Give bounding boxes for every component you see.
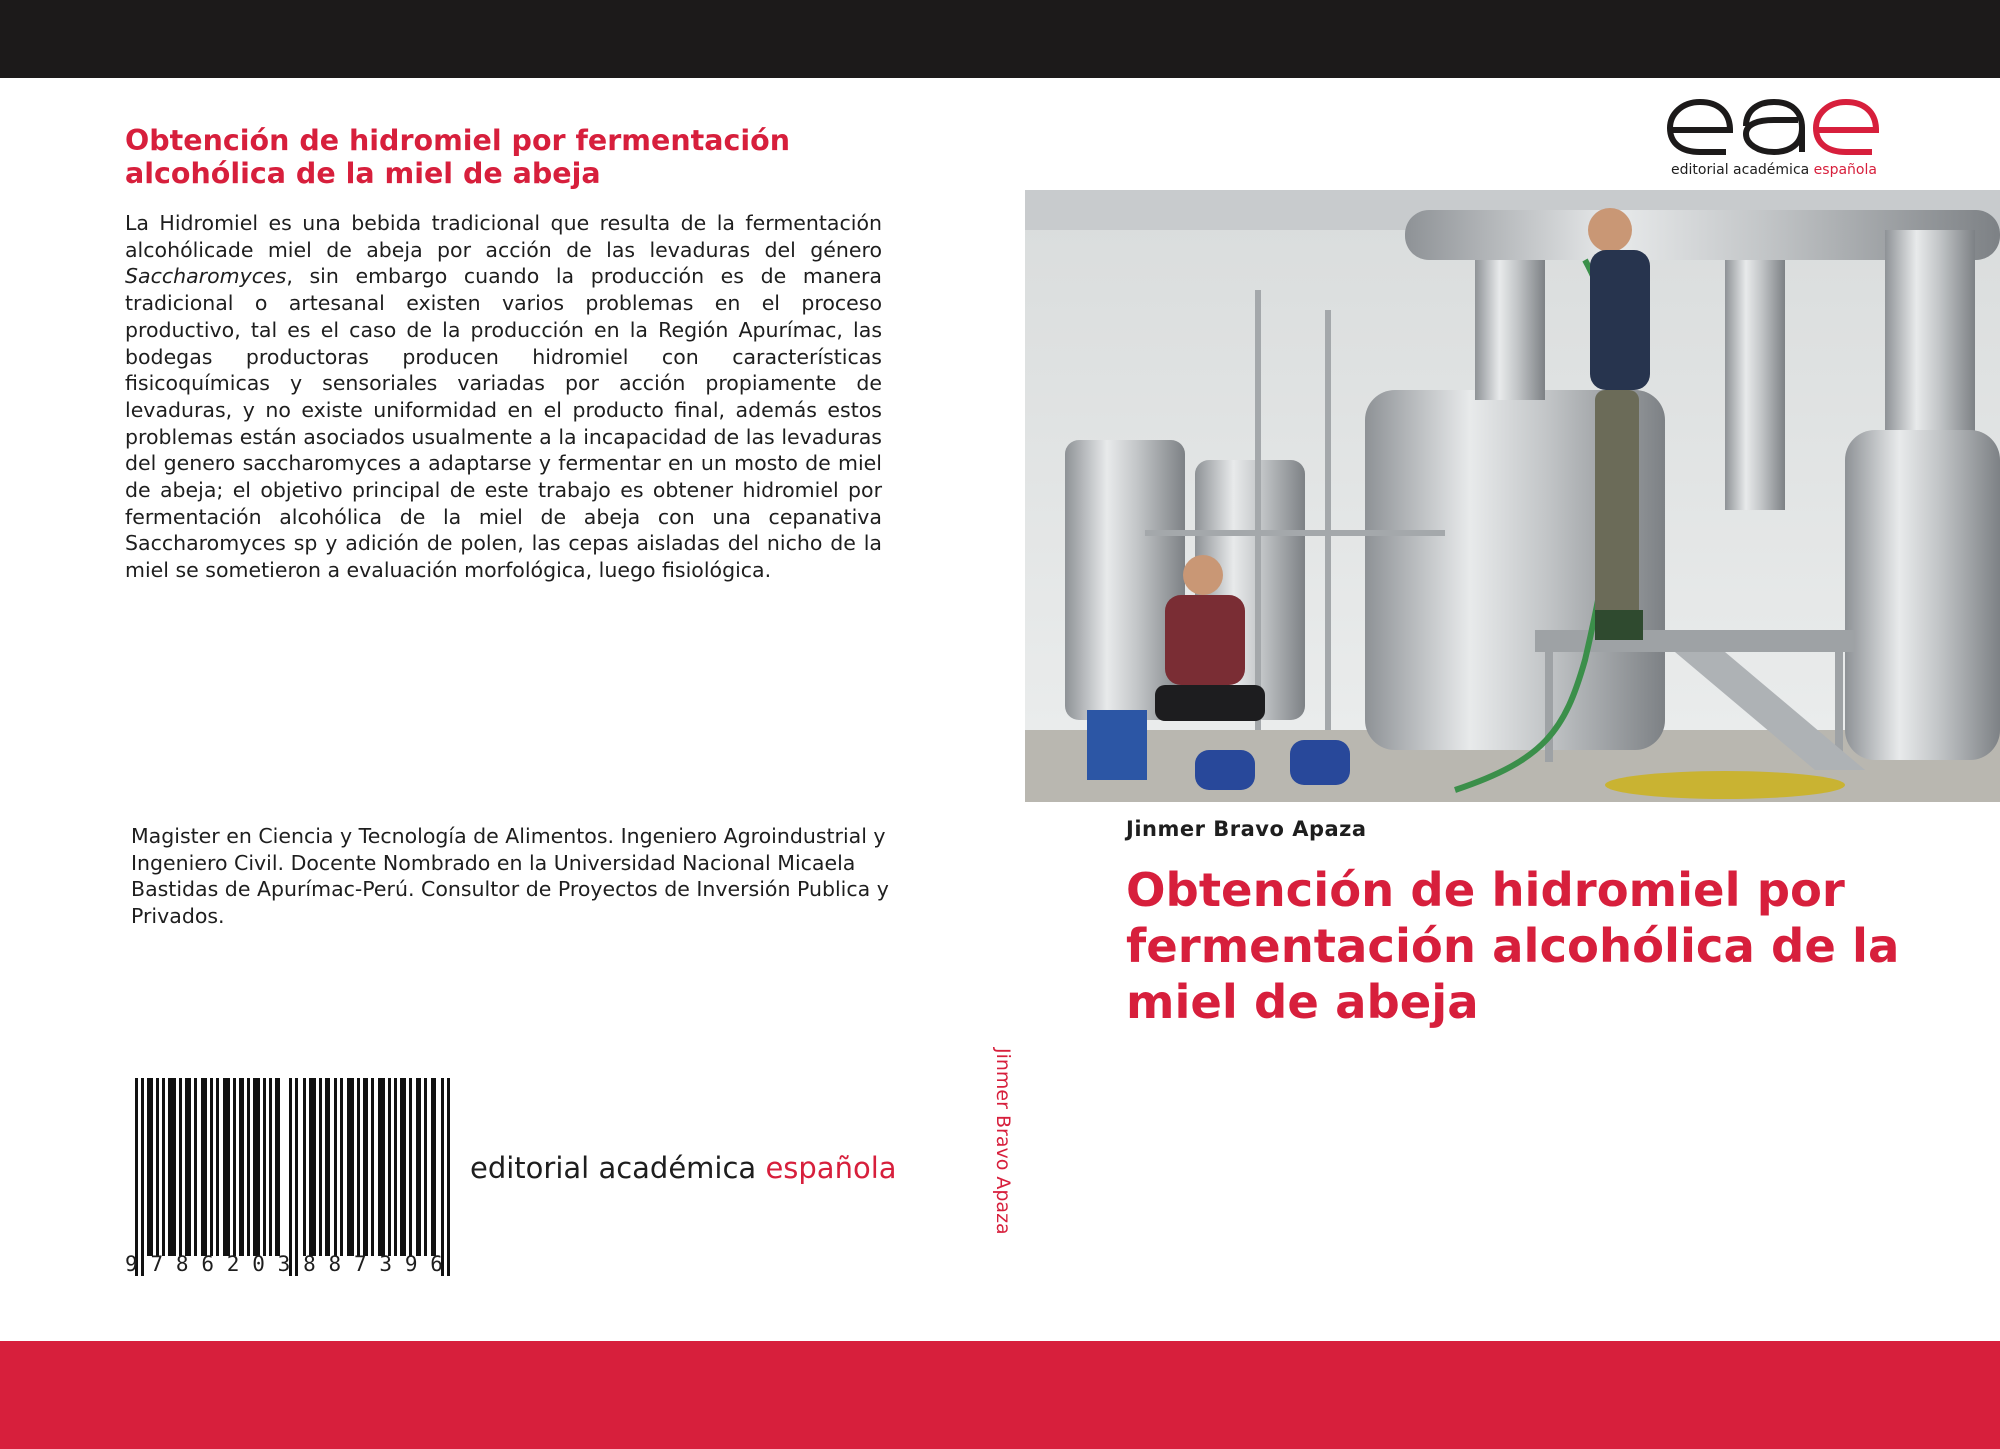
logo-caption-part2: española bbox=[1813, 162, 1877, 178]
bottom-band bbox=[0, 1341, 2000, 1449]
isbn-digit: 0 bbox=[252, 1252, 265, 1276]
isbn-digit: 7 bbox=[150, 1252, 164, 1276]
isbn-digit: 3 bbox=[379, 1252, 393, 1276]
back-publisher-name bbox=[470, 1151, 897, 1185]
isbn-digit: 8 bbox=[175, 1252, 189, 1276]
isbn-digit: 6 bbox=[201, 1252, 214, 1276]
back-cover-title: Obtención de hidromiel por fermentación alcohólica de la miel de abeja bbox=[125, 124, 791, 190]
isbn-digit: 8 bbox=[303, 1252, 316, 1276]
isbn-digit: 3 bbox=[277, 1252, 291, 1276]
front-cover-author: Jinmer Bravo Apaza bbox=[1126, 817, 1367, 841]
spine-author: Jinmer Bravo Apaza bbox=[992, 1048, 1014, 1235]
isbn-digit: 8 bbox=[328, 1252, 342, 1276]
isbn-digit: 7 bbox=[353, 1252, 367, 1276]
barcode bbox=[135, 1078, 453, 1276]
blurb-text-start: La Hidromiel es una bebida tradicional que resulta de la fermentación alcohólicade miel de abeja por acción de las levaduras del género bbox=[125, 211, 882, 262]
isbn-digit: 2 bbox=[226, 1252, 240, 1276]
publisher-logo bbox=[1664, 96, 1884, 186]
isbn-digit: 9 bbox=[125, 1252, 138, 1276]
blurb-text-end: , sin embargo cuando la producción es de manera tradicional o artesanal existen varios problemas en el proceso productivo, tal es el caso de la producción en la Región Apurímac, las bodegas productoras producen hidromiel con características fisicoquímicas y sensoriales variadas por acción propiamente de levaduras, y no existe uniformidad en el producto final, además estos problemas están asociados usualmente a la incapacidad de las levaduras del genero saccharomyces a adaptarse y fermentar en un mosto de miel de abeja; el objetivo principal de este trabajo es obtener hidromiel por fermentación alcohólica de la miel de abeja con una cepanativa Saccharomyces sp y adición de polen, las cepas aisladas del nicho de la miel se sometieron a evaluación morfológica, luego fisiológica. bbox=[125, 264, 882, 583]
top-band bbox=[0, 0, 2000, 78]
publisher-name-part2: española bbox=[765, 1151, 897, 1185]
isbn-digit: 6 bbox=[430, 1252, 443, 1276]
logo-caption-part1: editorial académica bbox=[1671, 162, 1814, 178]
isbn-digit: 9 bbox=[404, 1252, 418, 1276]
front-cover-title: Obtención de hidromiel por fermentación alcohólica de la miel de abeja bbox=[1126, 863, 1900, 1029]
logo-caption bbox=[1664, 162, 1884, 178]
author-bio: Magister en Ciencia y Tecnología de Alimentos. Ingeniero Agroindustrial y Ingeniero Civil. Docente Nombrado en la Universidad Nacional Micaela Bastidas de Apurímac-Perú. Consultor de Proyectos de Inversión Publica y Privados. bbox=[131, 824, 889, 928]
back-cover-blurb bbox=[125, 210, 882, 584]
cover-photo-brewery bbox=[1025, 190, 2000, 802]
eae-logo-icon bbox=[1664, 96, 1884, 156]
isbn-digits bbox=[125, 1252, 443, 1276]
publisher-name-part1: editorial académica bbox=[470, 1151, 766, 1185]
blurb-italic-genus: Saccharomyces bbox=[125, 264, 287, 289]
